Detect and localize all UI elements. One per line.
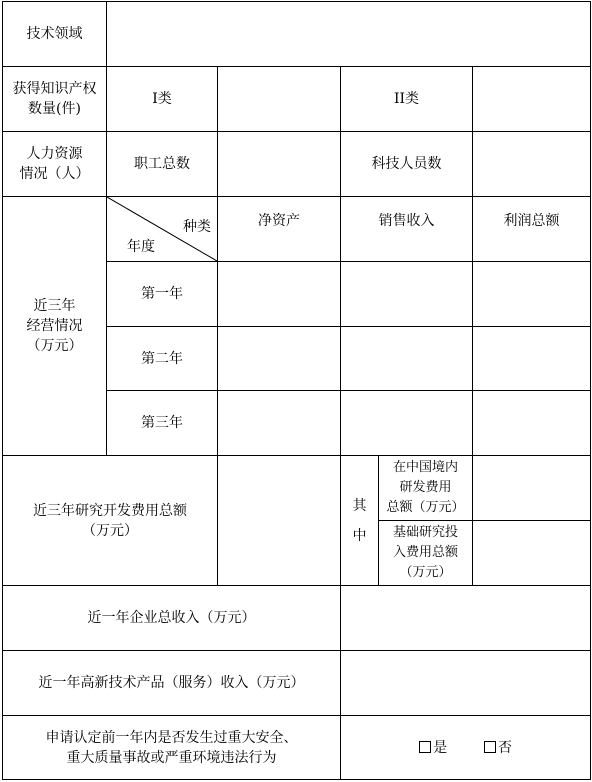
hr-tech-staff-value[interactable] — [473, 132, 591, 197]
ops-label-line3: （万元） — [26, 338, 83, 354]
diag-year-label: 年度 — [127, 239, 155, 255]
ops-col-net-assets: 净资产 — [218, 197, 341, 262]
hr-label-line2: 情况（人） — [19, 166, 90, 182]
rd-domestic-value[interactable] — [473, 456, 591, 521]
hitech-revenue-value[interactable] — [341, 651, 591, 716]
yes-label: 是 — [433, 739, 448, 756]
ops-col-sales: 销售收入 — [341, 197, 473, 262]
rd-of-which-char1: 其 — [352, 497, 367, 514]
rd-domestic-line1: 在中国境内 — [392, 460, 458, 475]
no-checkbox[interactable] — [484, 741, 496, 753]
ip-label — [3, 67, 107, 132]
ops-year3-sales[interactable] — [341, 391, 473, 456]
ops-year2-sales[interactable] — [341, 327, 473, 391]
ip-class1-value[interactable] — [218, 67, 341, 132]
yes-checkbox[interactable] — [419, 741, 431, 753]
ops-year2-profit[interactable] — [473, 327, 591, 391]
rd-total-label-line1: 近三年研究开发费用总额 — [33, 502, 187, 519]
ops-year2-label: 第二年 — [107, 327, 218, 391]
rd-basic-line1: 基础研究投 — [392, 525, 458, 540]
rd-domestic-line3: 总额（万元） — [386, 500, 465, 515]
violation-label-line1: 申请认定前一年内是否发生过重大安全、 — [45, 729, 298, 746]
hitech-revenue-label: 近一年高新技术产品（服务）收入（万元） — [3, 651, 341, 716]
diag-kind-label: 种类 — [183, 219, 211, 235]
ops-year1-net-assets[interactable] — [218, 262, 341, 327]
violation-label-line2: 重大质量事故或严重环境违法行为 — [66, 749, 277, 766]
rd-total-label-line2: （万元） — [82, 522, 138, 539]
hr-label-line1: 人力资源 — [26, 146, 83, 162]
ip-class2-label: II类 — [341, 67, 473, 132]
hr-staff-label: 职工总数 — [107, 132, 218, 197]
hr-staff-value[interactable] — [218, 132, 341, 197]
ops-label-line2: 经营情况 — [26, 318, 83, 334]
ip-label-line2: 数量(件) — [28, 101, 81, 117]
ops-year1-label: 第一年 — [107, 262, 218, 327]
ops-diagonal-header — [107, 197, 218, 262]
ops-year1-sales[interactable] — [341, 262, 473, 327]
tech-field-value[interactable] — [107, 2, 591, 67]
rd-total-value[interactable] — [218, 456, 341, 586]
no-label: 否 — [497, 739, 512, 756]
revenue-label: 近一年企业总收入（万元） — [3, 586, 341, 651]
ops-year3-label: 第三年 — [107, 391, 218, 456]
ops-col-profit: 利润总额 — [473, 197, 591, 262]
violation-yes-option[interactable] — [419, 738, 447, 758]
rd-basic-label — [379, 521, 473, 586]
violation-label — [3, 716, 341, 780]
hr-tech-staff-label: 科技人员数 — [341, 132, 473, 197]
ip-class1-label: I类 — [107, 67, 218, 132]
hr-label — [3, 132, 107, 197]
ops-year1-profit[interactable] — [473, 262, 591, 327]
rd-domestic-label — [379, 456, 473, 521]
ip-class2-value[interactable] — [473, 67, 591, 132]
ops-year3-net-assets[interactable] — [218, 391, 341, 456]
rd-basic-value[interactable] — [473, 521, 591, 586]
form-table — [2, 1, 591, 780]
ops-year2-net-assets[interactable] — [218, 327, 341, 391]
ops-label — [3, 197, 107, 456]
ip-label-line1: 获得知识产权 — [12, 81, 97, 97]
rd-total-label — [3, 456, 218, 586]
rd-basic-line3: （万元） — [399, 565, 452, 580]
revenue-value[interactable] — [341, 586, 591, 651]
tech-field-label: 技术领域 — [3, 2, 107, 67]
rd-of-which-char2: 中 — [352, 527, 367, 544]
rd-of-which-label — [341, 456, 379, 586]
ops-label-line1: 近三年 — [33, 298, 76, 314]
violation-options — [341, 716, 591, 780]
rd-domestic-line2: 研发费用 — [399, 480, 452, 495]
violation-no-option[interactable] — [484, 738, 512, 758]
rd-basic-line2: 入费用总额 — [392, 545, 458, 560]
ops-year3-profit[interactable] — [473, 391, 591, 456]
